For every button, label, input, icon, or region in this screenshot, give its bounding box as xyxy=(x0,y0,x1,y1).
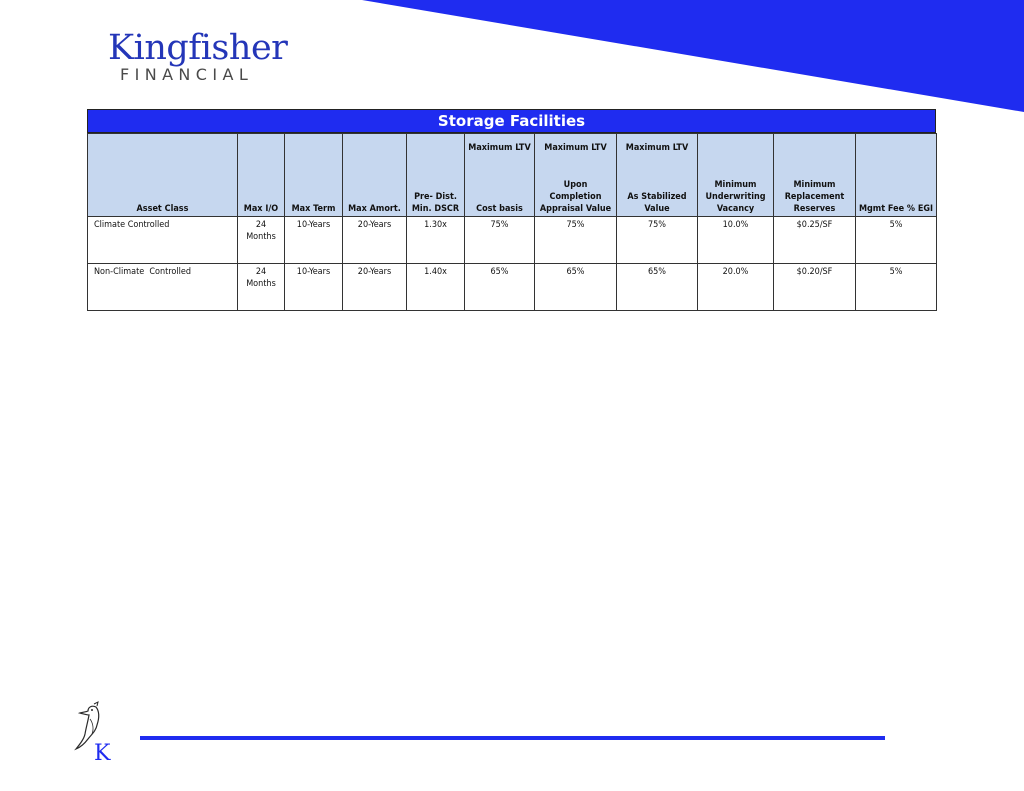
table-cell: 65% xyxy=(465,264,535,311)
table-cell: 75% xyxy=(465,217,535,264)
column-header: Minimum Underwriting Vacancy xyxy=(698,134,774,217)
table-cell: Non-Climate Controlled xyxy=(88,264,238,311)
table-cell: $0.20/SF xyxy=(774,264,856,311)
table-cell: 75% xyxy=(617,217,698,264)
table-cell: 75% xyxy=(535,217,617,264)
table-cell: 10-Years xyxy=(285,264,343,311)
table-cell: 5% xyxy=(856,264,937,311)
column-header: Max Amort. xyxy=(343,134,407,217)
table-cell: 5% xyxy=(856,217,937,264)
column-header: Max Term xyxy=(285,134,343,217)
rate-sheet xyxy=(87,109,936,311)
sheet-title: Storage Facilities xyxy=(87,109,936,133)
table-row xyxy=(88,217,937,264)
footer-k-letter: K xyxy=(94,741,111,763)
terms-table xyxy=(87,133,937,311)
table-cell: 1.30x xyxy=(407,217,465,264)
table-cell: $0.25/SF xyxy=(774,217,856,264)
table-cell: 65% xyxy=(535,264,617,311)
table-cell: 20-Years xyxy=(343,264,407,311)
table-cell: 20.0% xyxy=(698,264,774,311)
company-logo xyxy=(108,30,287,84)
table-cell: 10.0% xyxy=(698,217,774,264)
logo-name: Kingfisher xyxy=(108,28,288,68)
column-header: Maximum LTV Upon Completion Appraisal Value xyxy=(535,134,617,217)
column-header: Pre- Dist. Min. DSCR xyxy=(407,134,465,217)
table-cell: 10-Years xyxy=(285,217,343,264)
table-row xyxy=(88,264,937,311)
table-cell: Climate Controlled xyxy=(88,217,238,264)
column-header: Mgmt Fee % EGI xyxy=(856,134,937,217)
column-header: Asset Class xyxy=(88,134,238,217)
footer-divider xyxy=(140,736,885,740)
column-header: Max I/O xyxy=(238,134,285,217)
table-cell: 24 Months xyxy=(238,264,285,311)
table-cell: 65% xyxy=(617,264,698,311)
column-header: Minimum Replacement Reserves xyxy=(774,134,856,217)
table-cell: 20-Years xyxy=(343,217,407,264)
column-header: Maximum LTV Cost basis xyxy=(465,134,535,217)
table-cell: 24 Months xyxy=(238,217,285,264)
column-header: Maximum LTV As Stabilized Value xyxy=(617,134,698,217)
logo-subtitle: FINANCIAL xyxy=(120,65,254,84)
table-cell: 1.40x xyxy=(407,264,465,311)
kingfisher-bird-icon xyxy=(74,701,124,767)
table-header-row xyxy=(88,134,937,217)
